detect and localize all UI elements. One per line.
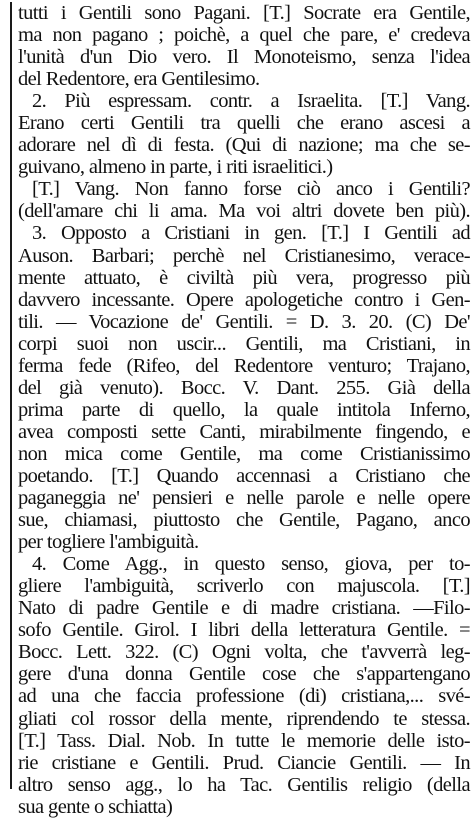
text-line: 2. Più espressam. contr. a Israelita. [T.] Vang. [32,90,470,113]
text-line: Bocc. Lett. 322. (C) Ogni volta, che t'avverrà leg- [18,641,470,664]
text-line: adorare nel dì di festa. (Qui di nazione; ma che se- [18,134,470,157]
text-line: ferma fede (Rifeo, del Redentore venturo; Trajano, [18,354,470,377]
text-line: Auson. Barbari; perchè nel Cristianesimo, verace- [18,244,470,267]
text-line: [T.] Vang. Non fanno forse ciò anco i Gentili? [32,178,470,201]
text-line: Nato di padre Gentile e di madre cristiana. —Filo- [18,597,470,620]
text-line: del Redentore, era Gentilesimo. [18,68,260,91]
text-line: [T.] Tass. Dial. Nob. In tutte le memorie delle isto- [18,729,470,752]
text-line: paganeggia ne' pensieri e nelle parole e nelle opere [18,487,470,510]
text-line: non mica come Gentile, ma come Cristianissimo [18,442,470,465]
text-line: corpi suoi non uscir... Gentili, ma Cristiani, in [18,332,470,355]
text-line: mente attuato, è civiltà più vera, progresso più [18,266,470,289]
text-line: poetando. [T.] Quando accennasi a Cristiano che [18,464,470,487]
text-line: prima parte di quello, la quale intitola Inferno, [18,398,470,421]
text-line: tutti i Gentili sono Pagani. [T.] Socrate era Gentile, [18,2,470,24]
entry-text [18,2,470,818]
text-line: tili. — Vocazione de' Gentili. = D. 3. 20. (C) De' [18,310,470,333]
text-line: l'unità d'un Dio vero. Il Monoteismo, senza l'idea [18,46,470,69]
text-line: ma non pagano ; poichè, a quel che pare, e' credeva [18,24,470,47]
text-line: rie cristiane e Gentili. Prud. Ciancie Gentili. — In [18,751,470,774]
text-line: 4. Come Agg., in questo senso, giova, per to- [32,553,470,576]
text-line: guivano, almeno in parte, i riti israelitici.) [18,156,333,179]
text-line: gere d'una donna Gentile cose che s'appartengano [18,663,470,686]
text-line: sua gente o schiatta) [18,795,173,818]
text-line: (dell'amare chi li ama. Ma voi altri dovete ben più). [18,200,470,223]
dictionary-page [10,2,470,818]
text-line: del già venuto). Bocc. V. Dant. 255. Già della [18,376,470,399]
text-line: ad una che faccia professione (di) cristiana,... své- [18,685,470,708]
text-line: davvero incessante. Opere apologetiche contro i Gen- [18,288,470,311]
text-line: altro senso agg., lo ha Tac. Gentilis religio (della [18,773,470,796]
text-line: sofo Gentile. Girol. I libri della letteratura Gentile. = [18,619,470,642]
text-line: Erano certi Gentili tra quelli che erano ascesi a [18,112,470,135]
text-line: per togliere l'ambiguità. [18,531,199,554]
text-line: 3. Opposto a Cristiani in gen. [T.] I Gentili ad [32,222,470,245]
text-line: gliere l'ambiguità, scriverlo con majuscola. [T.] [18,575,470,598]
margin-rule [10,2,12,789]
text-line: gliati col rossor della mente, riprendendo te stessa. [18,707,470,730]
text-line: sue, chiamasi, piuttosto che Gentile, Pagano, anco [18,509,470,532]
text-line: avea composti sette Canti, mirabilmente fingendo, e [18,420,470,443]
